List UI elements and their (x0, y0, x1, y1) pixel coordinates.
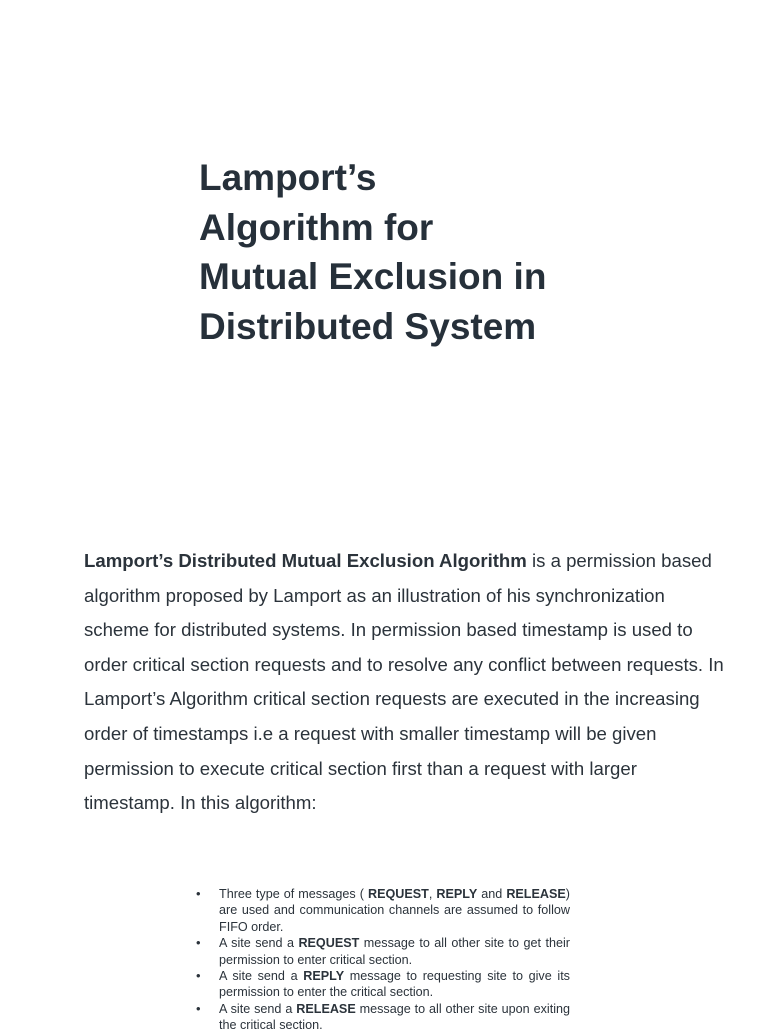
list-item (196, 935, 570, 968)
intro-text: is a permission based algorithm proposed by Lamport as an illustration of his synchronization scheme for distributed systems. In permission based timestamp is used to order critical section requests and to resolve any conflict between requests. In Lamport’s Algorithm critical section requests are executed in the increasing order of timestamps i.e a request with smaller timestamp will be given permission to execute critical section first than a request with larger timestamp. In this algorithm: (84, 550, 724, 814)
title-line-1: Lamport’s (199, 157, 377, 198)
list-item-text: message to all other site to get their permission to enter critical section. (219, 936, 570, 967)
keyword-reply: REPLY (436, 887, 478, 901)
bullet-icon: • (196, 1000, 201, 1016)
list-item-text: ) are used and communication channels are assumed to follow FIFO order. (219, 887, 570, 934)
list-item-text: message to requesting site to give its permission to enter the critical section. (219, 969, 570, 1000)
list-item (196, 968, 570, 1001)
list-item (196, 886, 570, 935)
list-item-text: Three type of messages ( (219, 887, 368, 901)
document-title (199, 153, 619, 351)
title-line-3: Mutual Exclusion in (199, 256, 547, 297)
list-item-text: , (428, 887, 437, 901)
keyword-request: REQUEST (367, 887, 429, 901)
list-item (196, 1001, 570, 1034)
intro-paragraph (84, 544, 724, 821)
keyword-release: RELEASE (506, 887, 566, 901)
bullet-icon: • (196, 968, 201, 984)
keyword-release: RELEASE (296, 1001, 356, 1016)
list-item-text: A site send a (219, 1001, 297, 1016)
list-item-text: and (477, 887, 507, 901)
bullet-icon: • (196, 886, 201, 901)
message-types-list (196, 886, 570, 1034)
title-line-4: Distributed System (199, 305, 537, 347)
keyword-reply: REPLY (303, 969, 345, 984)
list-item-text: A site send a (219, 969, 304, 984)
title-line-2: Algorithm for (199, 206, 434, 248)
intro-bold-lead: Lamport’s Distributed Mutual Exclusion Algorithm (84, 550, 527, 571)
list-item-text: A site send a (219, 936, 299, 951)
list-item-text: message to all other site upon exiting the critical section. (219, 1001, 570, 1033)
bullet-icon: • (196, 935, 201, 951)
keyword-request: REQUEST (298, 936, 360, 951)
